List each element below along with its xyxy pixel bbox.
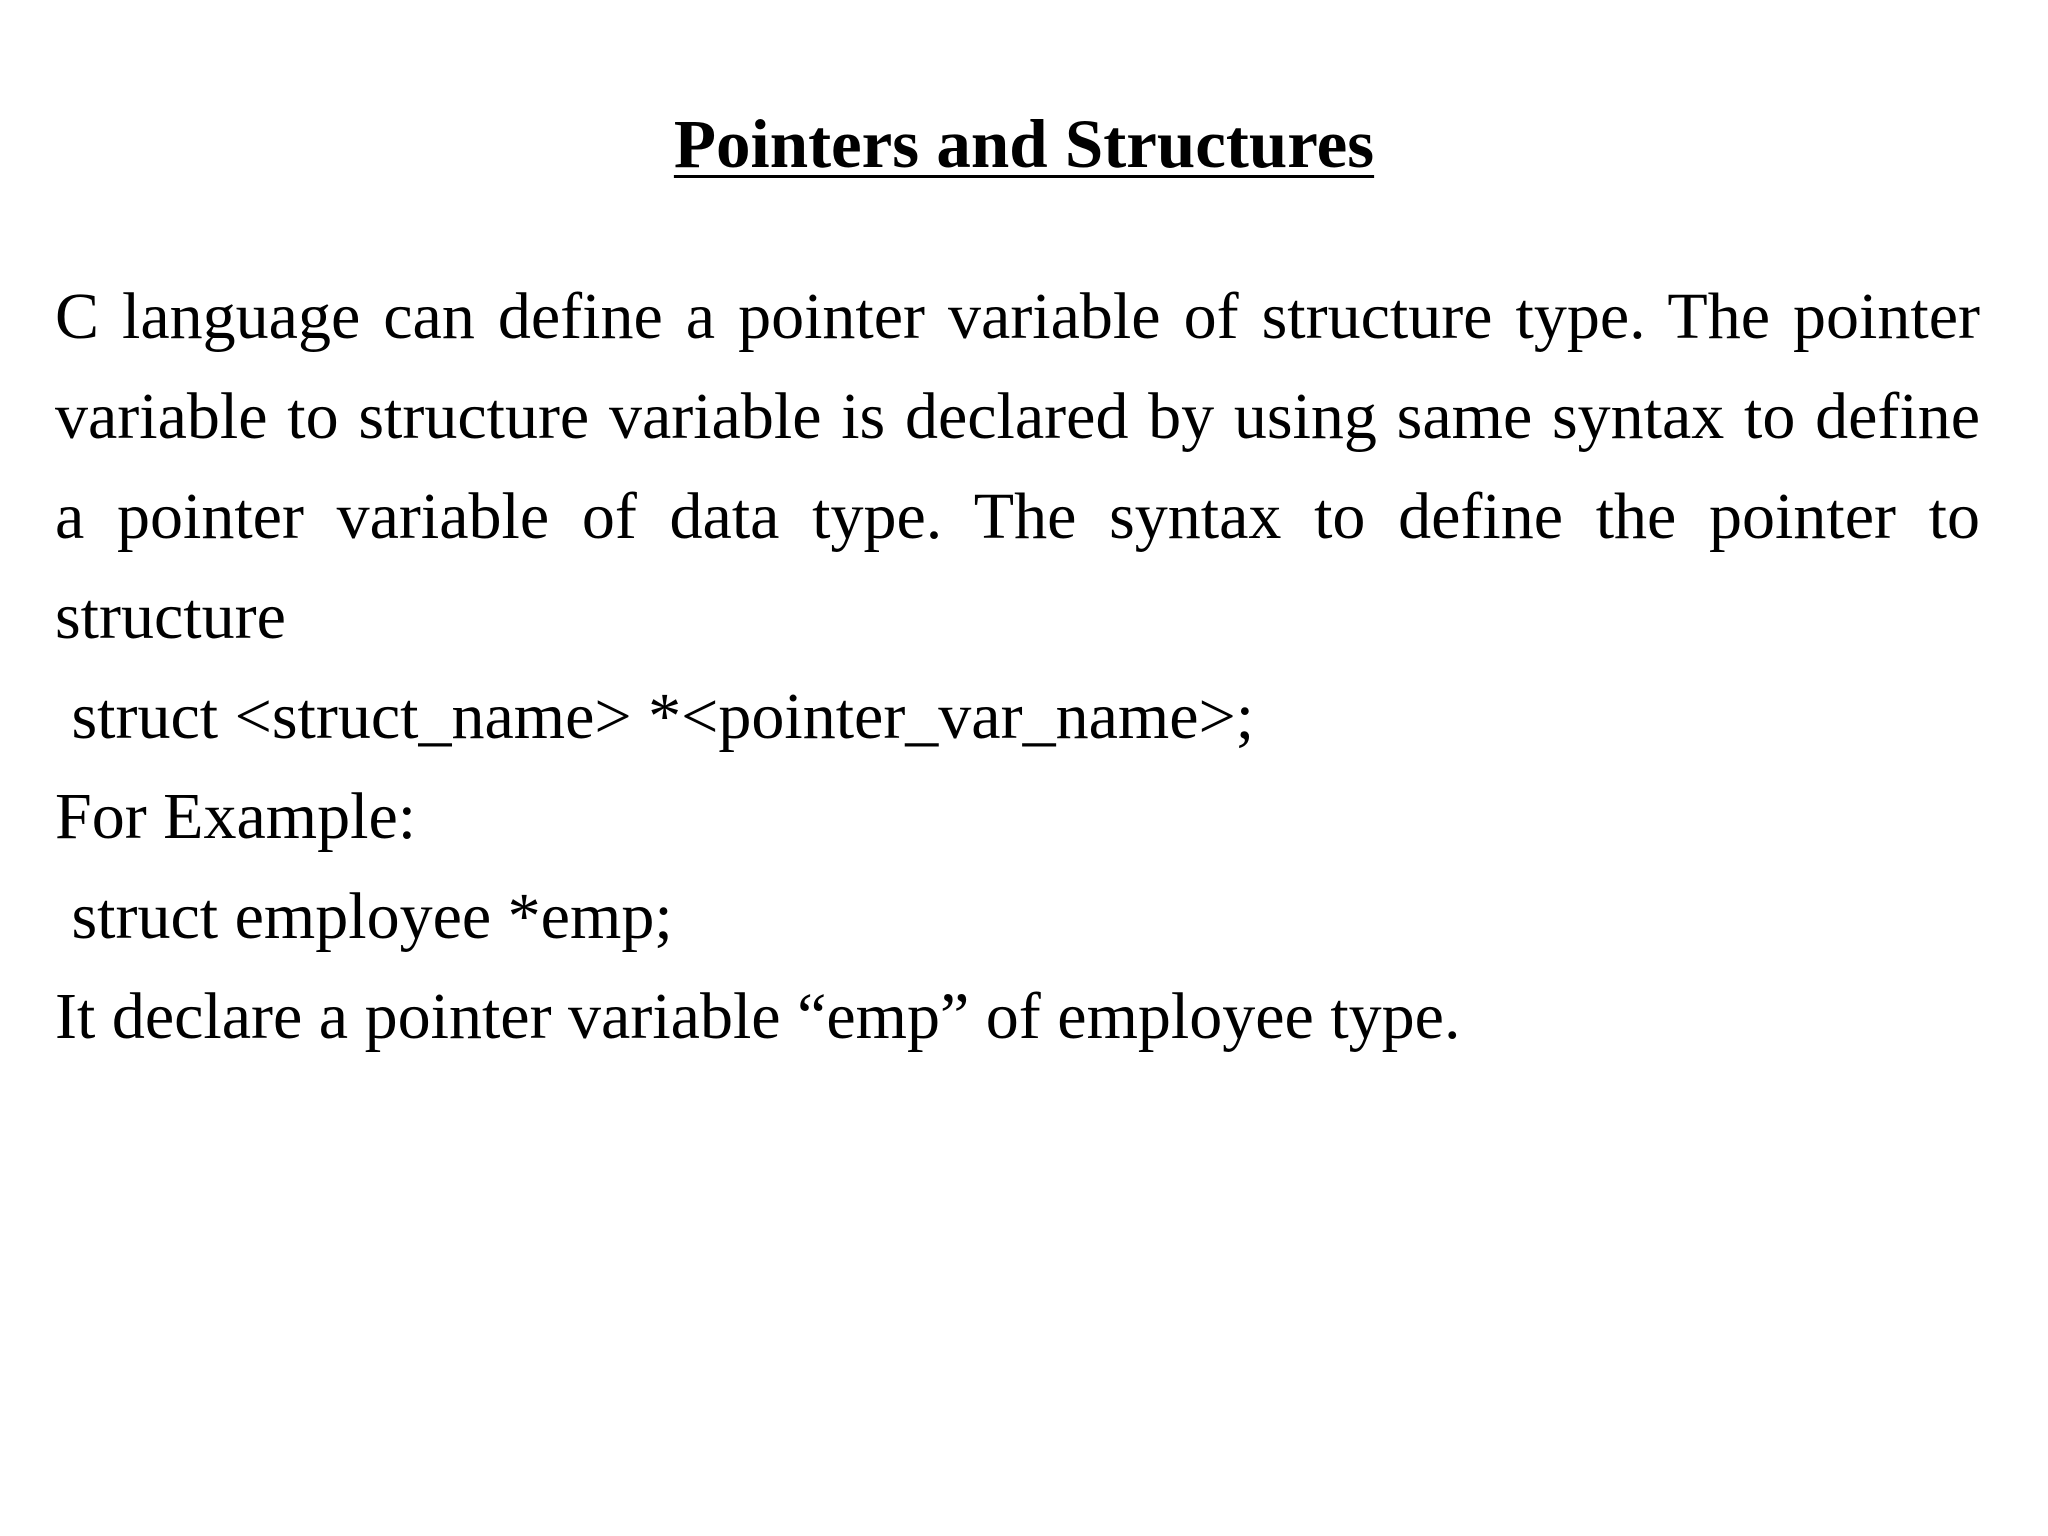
- slide-body: [55, 267, 1980, 1067]
- example-code: struct employee *emp;: [55, 880, 673, 953]
- slide-title-text: Pointers and Structures: [673, 106, 1375, 182]
- syntax-line: struct <struct_name> *<pointer_var_name>;: [55, 680, 1255, 753]
- example-label: For Example:: [55, 780, 417, 853]
- explanation-line: It declare a pointer variable “emp” of employee type.: [55, 980, 1461, 1053]
- intro-paragraph: C language can define a pointer variable of structure type. The pointer variable to structure variable is declared by using same syntax to define a pointer variable of data type. The syntax to define the pointer to structure: [55, 280, 1980, 653]
- slide-title: [0, 104, 2048, 184]
